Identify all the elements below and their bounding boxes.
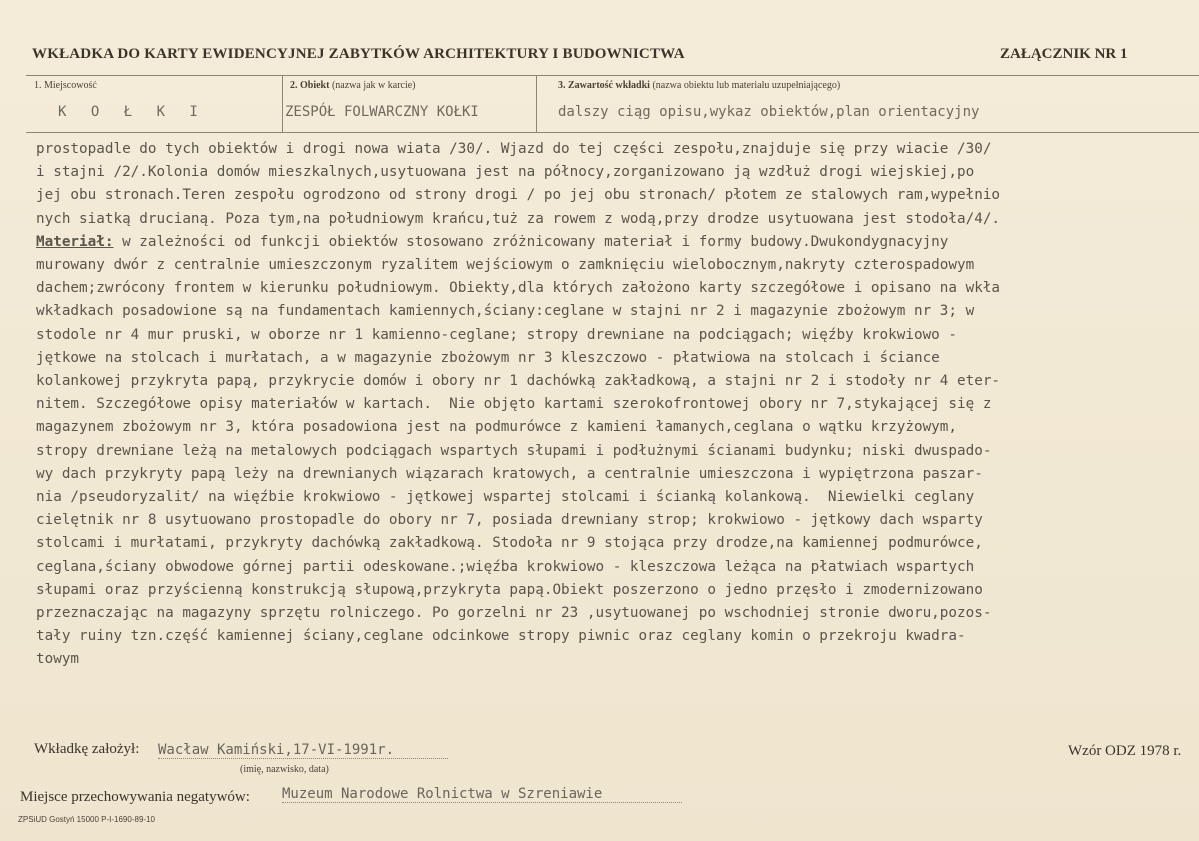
object-label-note: (nazwa jak w karcie)	[329, 80, 416, 91]
body-line: jętkowe na stolcach i murłatach, a w magazynie zbożowym nr 3 kleszczowo - płatwiowa na stolcach i ściance	[36, 349, 940, 366]
contents-value: dalszy ciąg opisu,wykaz obiektów,plan orientacyjny	[558, 104, 980, 120]
locality-value: K O Ł K I	[58, 104, 206, 120]
body-line: dachem;zwrócony frontem w kierunku południowym. Obiekty,dla których założono karty szczegółowe i opisano na wkła	[36, 280, 1001, 297]
field-divider-1	[282, 75, 283, 132]
form-model: Wzór ODZ 1978 r.	[1068, 743, 1182, 759]
body-line: ceglana,ściany obwodowe górnej partii odeskowane.;więźba krokwiowo - kleszczowa leżąca na płatwiach wspartych	[36, 558, 975, 575]
object-value: ZESPÓŁ FOLWARCZNY KOŁKI	[285, 104, 479, 120]
locality-label: 1. Miejscowość	[34, 80, 97, 91]
contents-label-main: 3. Zawartość wkładki	[558, 80, 650, 91]
body-line: nitem. Szczegółowe opisy materiałów w kartach. Nie objęto kartami szerokofrontowej obory nr 7,stykającej się z	[36, 396, 992, 413]
body-line: słupami oraz przyścienną konstrukcją słupową,przykryta papą.Obiekt poszerzono o jedno przęsło i zmodernizowano	[36, 581, 983, 598]
author-value: Wacław Kamiński,17-VI-1991r.	[158, 742, 448, 759]
header-divider-top	[26, 75, 1199, 76]
body-line: murowany dwór z centralnie umieszczonym ryzalitem wejściowym o zamknięciu wielobocznym,nakryty czterospadowym	[36, 257, 975, 274]
body-line: cielętnik nr 8 usytuowano prostopadle do obory nr 7, posiada drewniany strop; krokwiowo - jętkowy dach wsparty	[36, 512, 983, 529]
body-line: nych siatką drucianą. Poza tym,na południowym krańcu,tuż za rowem z wodą,przy drodze usytuowana jest stodoła/4/.	[36, 210, 1001, 227]
material-text: w zależności od funkcji obiektów stosowano zróżnicowany materiał i formy budowy.Dwukondygnacyjny	[113, 233, 949, 250]
body-line: nia /pseudoryzalit/ na więźbie krokwiowo - jętkowej wspartej stolcami i ścianką kolankową. Niewielki ceglany	[36, 489, 975, 506]
annex-number: ZAŁĄCZNIK NR 1	[1000, 46, 1128, 62]
negatives-value: Muzeum Narodowe Rolnictwa w Szreniawie	[282, 786, 682, 803]
body-line: stodole nr 4 mur pruski, w oborze nr 1 kamienno-ceglane; stropy drewniane na podciągach; więźby krokwiowo -	[36, 326, 957, 343]
body-line: i stajni /2/.Kolonia domów mieszkalnych,usytuowana jest na północy,zorganizowano ją wzdłuż drogi wiejskiej,po	[36, 164, 975, 181]
material-heading: Materiał:	[36, 233, 114, 250]
body-line: stolcami i murłatami, przykryty dachówką zakładkową. Stodoła nr 9 stojąca przy drodze,na kamiennej podmurówce,	[36, 535, 983, 552]
body-line: tały ruiny tzn.część kamiennej ściany,ceglane odcinkowe stropy piwnic oraz ceglany komin o przekroju kwadra-	[36, 628, 966, 645]
author-label: Wkładkę założył:	[34, 741, 140, 757]
contents-label	[558, 80, 840, 91]
body-line: prostopadle do tych obiektów i drogi nowa wiata /30/. Wjazd do tej części zespołu,znajduje się przy wiacie /30/	[36, 141, 992, 157]
object-label	[290, 80, 416, 91]
body-line-material	[36, 231, 1196, 254]
description-body	[36, 138, 1196, 672]
card-title: WKŁADKA DO KARTY EWIDENCYJNEJ ZABYTKÓW ARCHITEKTURY I BUDOWNICTWA	[32, 46, 685, 62]
author-hint: (imię, nazwisko, data)	[240, 764, 329, 775]
body-line: towym	[36, 651, 80, 668]
body-line: wkładkach posadowione są na fundamentach kamiennych,ściany:ceglane w stajni nr 2 i magazynie zbożowym nr 3; w	[36, 303, 975, 320]
body-line: magazynem zbożowym nr 3, która posadowiona jest na podmurówce z kamieni łamanych,ceglana o wątku krzyżowym,	[36, 419, 957, 436]
field-divider-2	[536, 75, 537, 132]
body-line: wy dach przykryty papą leży na drewnianych wiązarach kratowych, a centralnie umieszczona i wypiętrzona paszar-	[36, 465, 983, 482]
body-line: jej obu stronach.Teren zespołu ogrodzono od strony drogi / po jej obu stronach/ płotem ze stalowych ram,wypełnio	[36, 187, 1001, 204]
body-line: stropy drewniane leżą na metalowych podciągach wspartych słupami i podłużnymi ścianami budynku; niski dwuspado-	[36, 442, 992, 459]
body-line: kolankowej przykryta papą, przykrycie domów i obory nr 1 dachówką zakładkową, a stajni nr 2 i stodoły nr 4 eter-	[36, 373, 1001, 390]
object-label-main: 2. Obiekt	[290, 80, 330, 91]
body-line: przeznaczając na magazyny sprzętu rolniczego. Po gorzelni nr 23 ,usytuowanej po wschodniej stronie dworu,pozos-	[36, 605, 992, 622]
print-imprint: ZPSiUD Gostyń 15000 P-I-1690-89-10	[18, 815, 155, 824]
contents-label-note: (nazwa obiektu lub materiału uzupełniającego)	[649, 80, 841, 91]
header-divider-bottom	[26, 132, 1199, 133]
negatives-label: Miejsce przechowywania negatywów:	[20, 789, 250, 805]
